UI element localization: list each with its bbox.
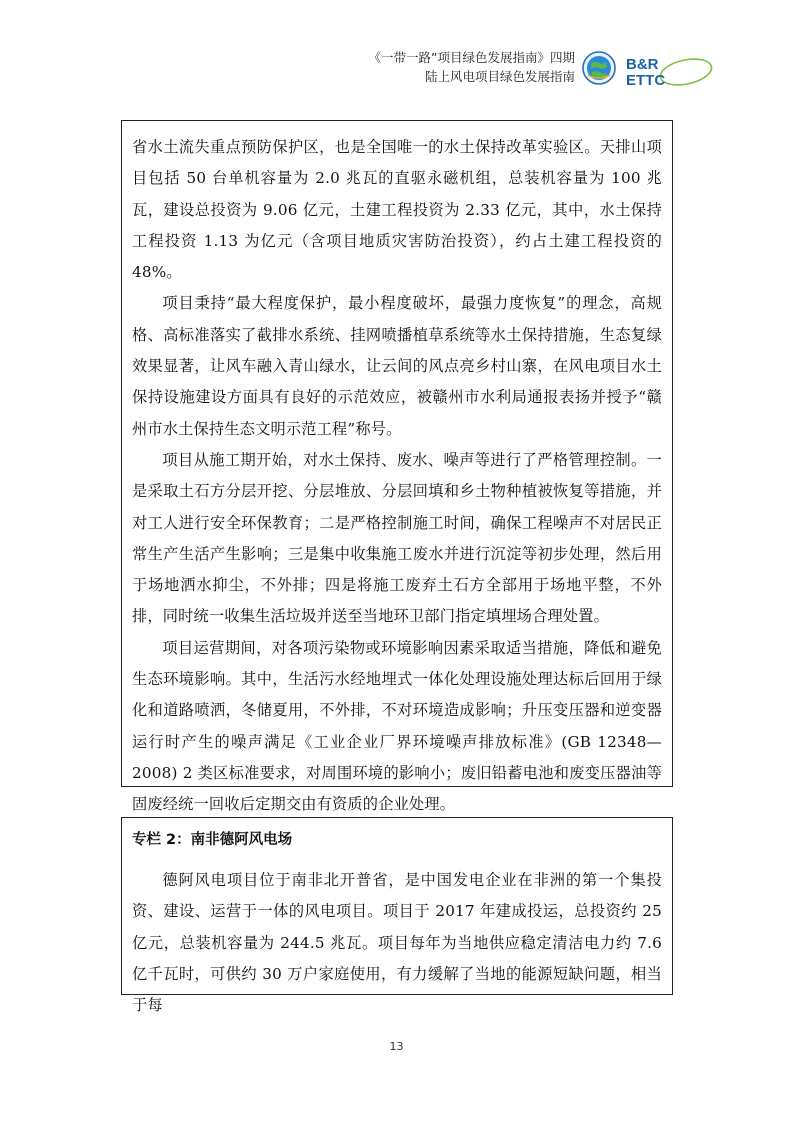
paragraph-construction-control: 项目从施工期开始，对水土保持、废水、噪声等进行了严格管理控制。一是采取土石方分层开挖、分层堆放、分层回填和乡土物种植被恢复等措施，并对工人进行安全环保教育；二是严格控制施工时间，确保工程噪声不对居民正常生产生活产生影响；三是集中收集施工废水并进行沉淀等初步处理，然后用于场地洒水抑尘，不外排；四是将施工废弃土石方全部用于场地平整，不外排，同时统一收集生活垃圾并送至当地环卫部门指定填埋场合理处置。: [132, 450, 662, 626]
page-header: [369, 48, 575, 86]
paragraph-de-aar-intro: 德阿风电项目位于南非北开普省，是中国发电企业在非洲的第一个集投资、建设、运营于一体的风电项目。项目于 2017 年建成投运，总投资约 25 亿元，总装机容量为 244.5 兆瓦。项目每年为当地供应稳定清洁电力约 7.6 亿千瓦时，可供约 30 万户家庭使用，有力缓解了当地的能源短缺问题，相当于每: [132, 871, 662, 1015]
logo-text-br: B&R: [626, 56, 659, 73]
column-title: 专栏 2：南非德阿风电场: [132, 832, 293, 848]
globe-logo-icon: [582, 51, 616, 85]
header-series-title: 《一带一路”项目绿色发展指南》四期: [368, 50, 575, 65]
paragraph-philosophy: 项目秉持“最大程度保护，最小程度破坏，最强力度恢复”的理念，高规格、高标准落实了截排水系统、挂网喷播植草系统等水土保持措施，生态复绿效果显著，让风车融入青山绿水，让云间的风点亮乡村山寨，在风电项目水土保持设施建设方面具有良好的示范效应，被赣州市水利局通报表扬并授予“赣州市水土保持生态文明示范工程”称号。: [132, 294, 662, 438]
page-number: 13: [389, 1040, 404, 1053]
header-guide-title: 陆上风电项目绿色发展指南: [424, 69, 575, 84]
paragraph-continued: 省水土流失重点预防保护区，也是全国唯一的水土保持改革实验区。天排山项目包括 50 台单机容量为 2.0 兆瓦的直驱永磁机组，总装机容量为 100 兆瓦，建设总投资为 9.06 亿元，土建工程投资为 2.33 亿元，其中，水土保持工程投资 1.13 为亿元（含项目地质灾害防治投资），约占土建工程投资的 48%。: [132, 138, 662, 282]
logo-text-ettc: ETTC: [626, 72, 666, 89]
text-box-column-2: [121, 817, 673, 1015]
paragraph-operation-period: 项目运营期间，对各项污染物或环境影响因素采取适当措施，降低和避免生态环境影响。其中，生活污水经地埋式一体化处理设施处理达标后回用于绿化和道路喷洒，冬储夏用，不外排，不对环境造成影响；升压变压器和逆变器运行时产生的噪声满足《工业企业厂界环境噪声排放标准》(GB 12348—2008) 2 类区标准要求，对周围环境的影响小；废旧铅蓄电池和废变压器油等固废经统一回收后定期交由有资质的企业处理。: [132, 638, 662, 814]
text-box-case-study-continued: [121, 120, 673, 814]
br-ettc-logo: [624, 52, 716, 92]
